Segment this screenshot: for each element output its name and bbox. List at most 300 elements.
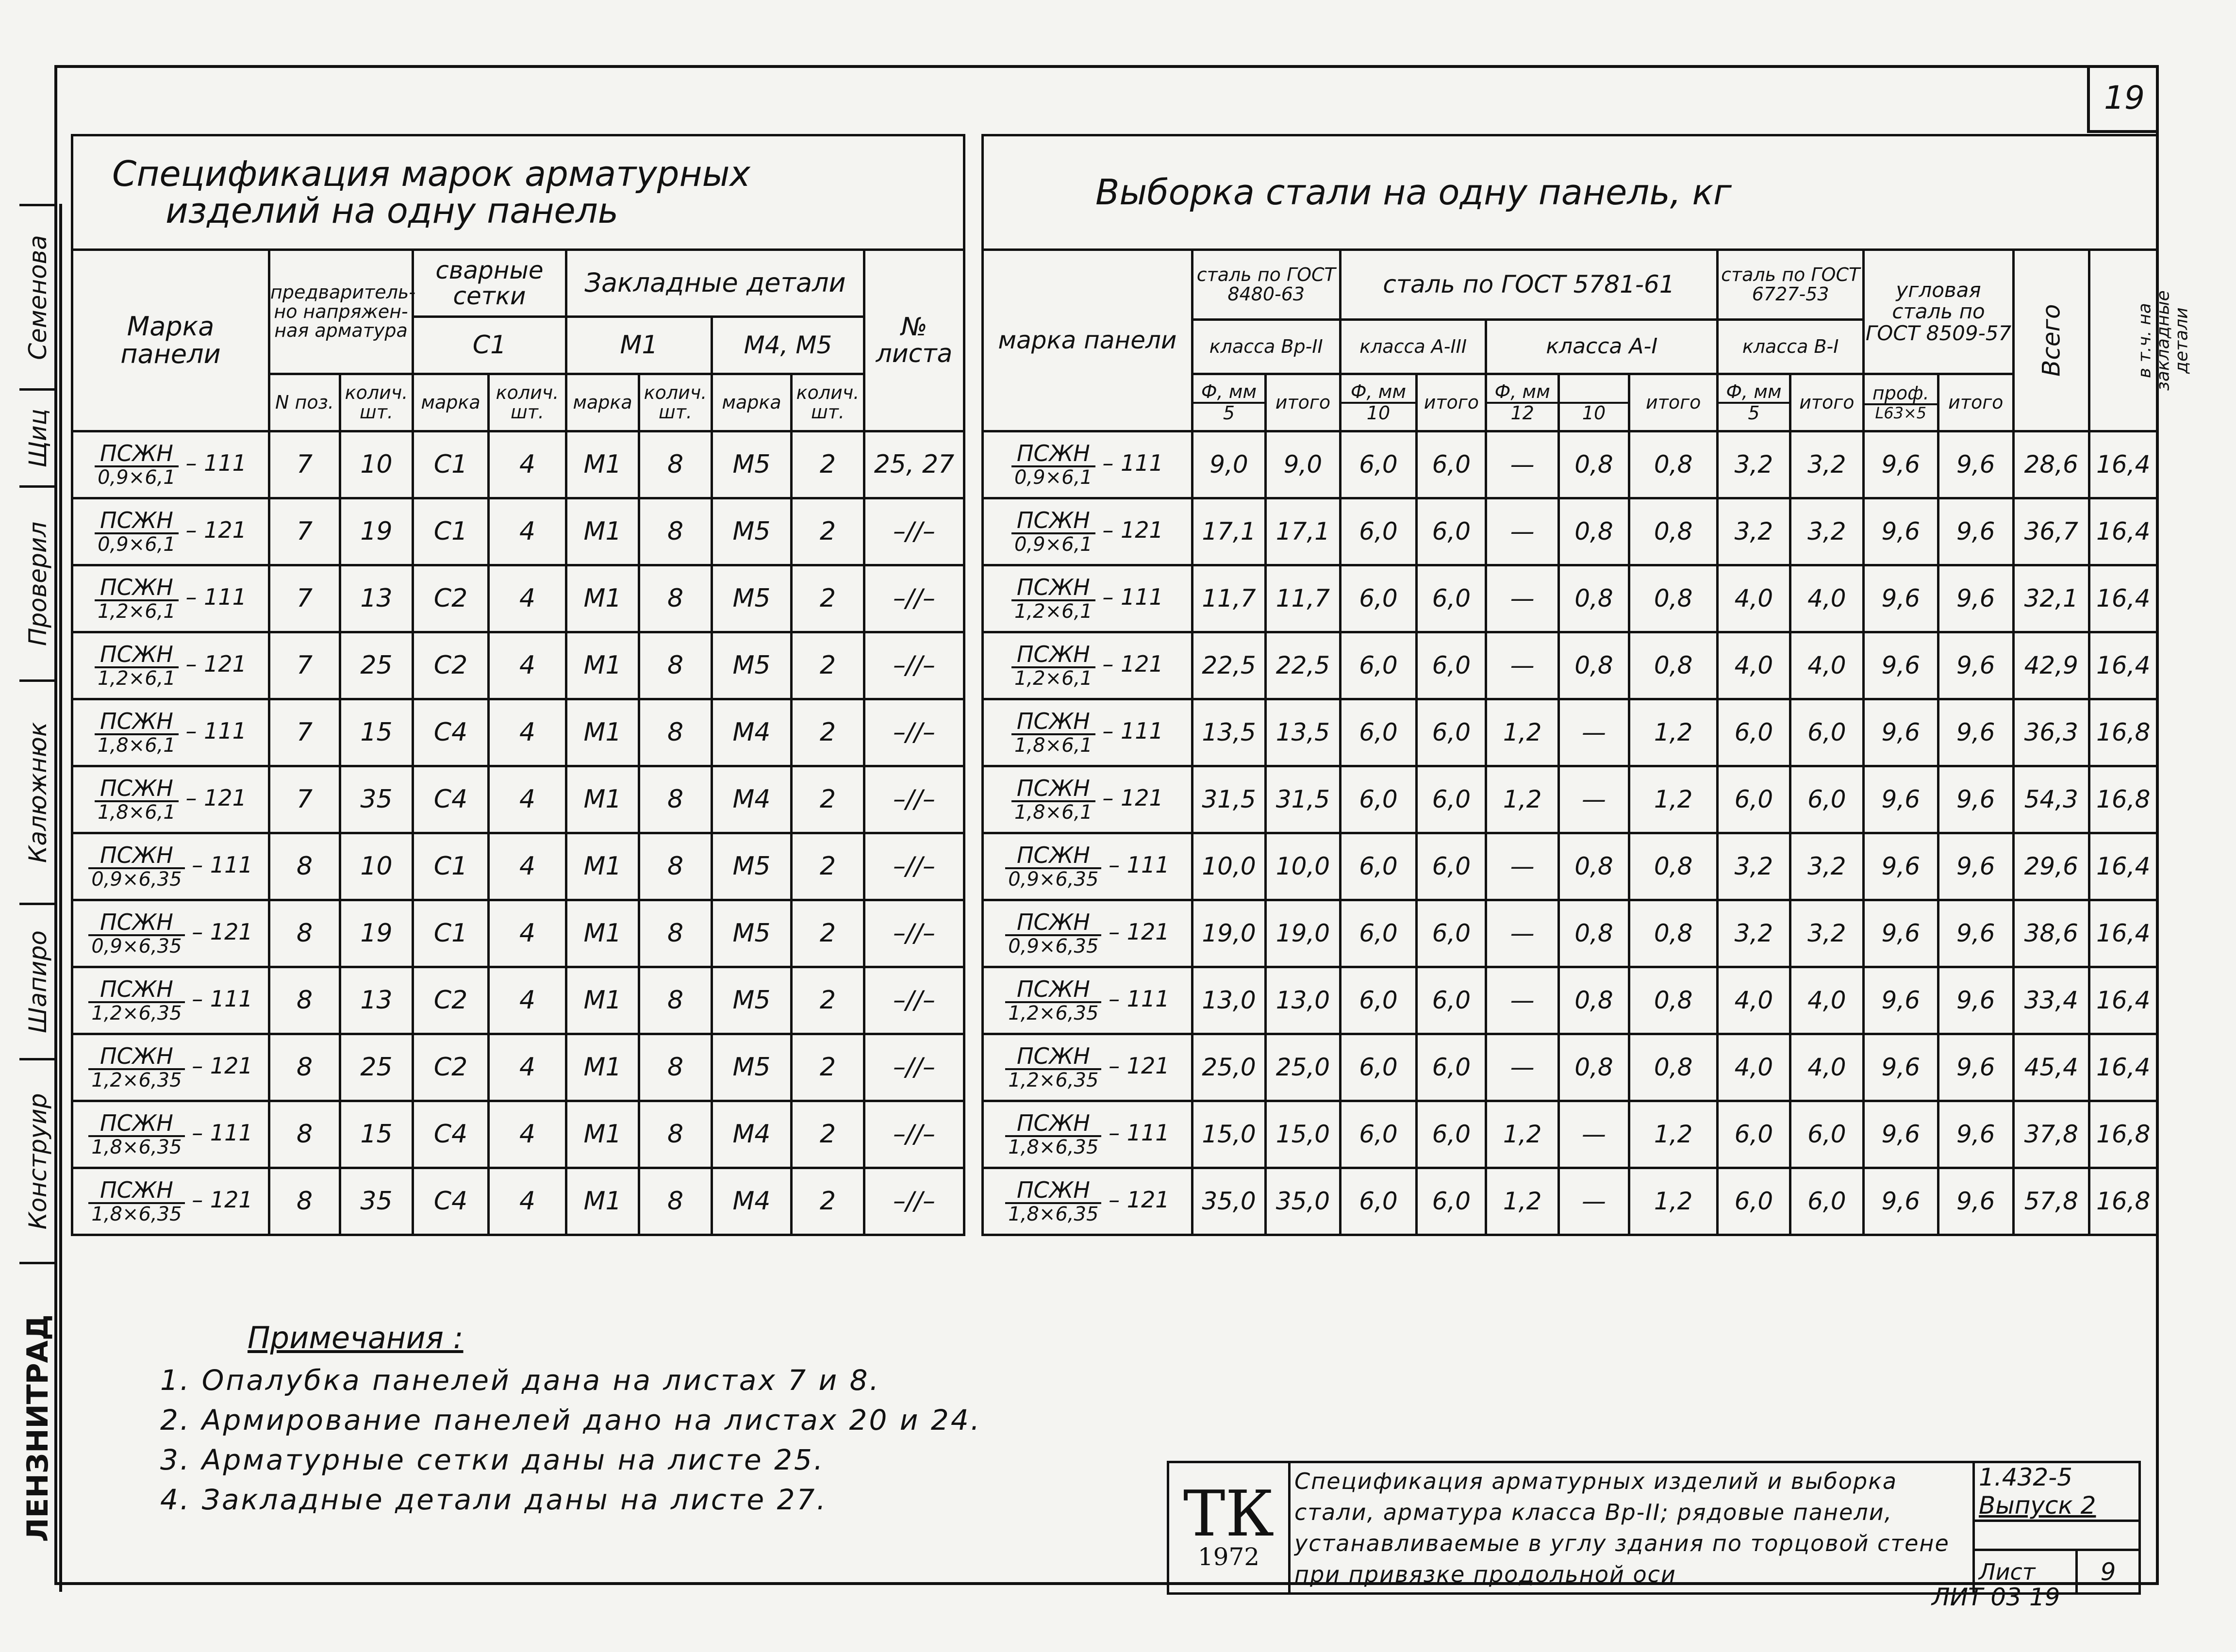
steel-value: 9,6 <box>1864 565 1938 632</box>
cell-m1-mark: М1 <box>566 431 639 498</box>
cell-m-qty: 2 <box>792 498 864 565</box>
tk-logo: ТК 1972 <box>1168 1462 1290 1594</box>
cell-c-mark: С2 <box>413 565 489 632</box>
steel-value: 9,6 <box>1938 1168 2014 1235</box>
steel-value: — <box>1486 632 1558 699</box>
steel-value: — <box>1486 1034 1558 1101</box>
steel-value: 0,8 <box>1558 1034 1629 1101</box>
steel-value: 0,8 <box>1629 833 1718 900</box>
panel-mark: $\frac{\text{ПСЖН}}{1,8\times 6,35}$ – 121 <box>88 1187 252 1213</box>
steel-value: 6,0 <box>1718 699 1790 766</box>
hdr-total: итого <box>1266 374 1340 431</box>
steel-value: 6,0 <box>1340 431 1417 498</box>
hdr-m1: М1 <box>566 317 712 374</box>
steel-value: 9,6 <box>1864 766 1938 833</box>
table-row <box>72 1101 964 1168</box>
cell-m1-qty: 8 <box>639 632 712 699</box>
cell-m1-mark: М1 <box>566 498 639 565</box>
steel-value: 6,0 <box>1340 900 1417 967</box>
cell-c-mark: С4 <box>413 1168 489 1235</box>
cell-sheet: –//– <box>864 900 964 967</box>
panel-mark-cell <box>983 1168 1193 1235</box>
table-row <box>72 967 964 1034</box>
steel-value: 6,0 <box>1417 498 1486 565</box>
steel-value: 16,4 <box>2089 632 2157 699</box>
cell-c-qty: 4 <box>489 967 566 1034</box>
cell-m1-qty: 8 <box>639 766 712 833</box>
cell-sheet: –//– <box>864 967 964 1034</box>
cell-pos: 7 <box>269 632 340 699</box>
steel-value: 3,2 <box>1790 833 1863 900</box>
table-row <box>983 632 2158 699</box>
cell-c-mark: С2 <box>413 1034 489 1101</box>
cell-m-qty: 2 <box>792 900 864 967</box>
cell-c-qty: 4 <box>489 1101 566 1168</box>
table-row <box>983 833 2158 900</box>
cell-c-qty: 4 <box>489 833 566 900</box>
cell-qty: 10 <box>340 431 413 498</box>
cell-sheet: –//– <box>864 833 964 900</box>
sidebar-cell: Конструир <box>19 1058 56 1262</box>
sidebar-cell: ЛЕНЗНИТРАД <box>19 1262 56 1592</box>
cell-c-mark: С4 <box>413 1101 489 1168</box>
cell-m1-mark: М1 <box>566 1034 639 1101</box>
cell-m-mark: М5 <box>712 833 792 900</box>
title-block <box>1167 1461 2141 1595</box>
cell-c-qty: 4 <box>489 632 566 699</box>
panel-mark: $\frac{\text{ПСЖН}}{0,9\times 6,35}$ – 121 <box>88 919 252 945</box>
table-row <box>983 1168 2158 1235</box>
hdr-qty: колич. шт. <box>489 374 566 431</box>
table-row <box>72 565 964 632</box>
cell-m-mark: М5 <box>712 431 792 498</box>
steel-value: 1,2 <box>1629 699 1718 766</box>
cell-qty: 25 <box>340 632 413 699</box>
steel-value: 9,6 <box>1864 699 1938 766</box>
steel-value: 3,2 <box>1718 431 1790 498</box>
panel-mark: $\frac{\text{ПСЖН}}{1,2\times 6,35}$ – 121 <box>88 1053 252 1079</box>
steel-value: 9,6 <box>1938 967 2014 1034</box>
cell-pos: 8 <box>269 1101 340 1168</box>
steel-value: 13,0 <box>1192 967 1265 1034</box>
panel-mark-cell <box>72 833 269 900</box>
cell-pos: 7 <box>269 766 340 833</box>
steel-value: 6,0 <box>1790 1101 1863 1168</box>
steel-value: 57,8 <box>2014 1168 2089 1235</box>
table-row <box>72 1168 964 1235</box>
hdr-class-a1: класса А-I <box>1486 320 1718 374</box>
cell-m1-mark: М1 <box>566 900 639 967</box>
cell-m1-qty: 8 <box>639 833 712 900</box>
steel-value: 4,0 <box>1790 1034 1863 1101</box>
cell-m1-qty: 8 <box>639 1101 712 1168</box>
steel-value: 6,0 <box>1340 699 1417 766</box>
panel-mark-cell <box>983 967 1193 1034</box>
steel-value: 3,2 <box>1790 498 1863 565</box>
cell-m1-mark: М1 <box>566 967 639 1034</box>
cell-c-mark: С2 <box>413 632 489 699</box>
cell-c-qty: 4 <box>489 699 566 766</box>
steel-value: 4,0 <box>1790 967 1863 1034</box>
steel-value: 0,8 <box>1629 431 1718 498</box>
cell-m1-qty: 8 <box>639 431 712 498</box>
steel-value: 54,3 <box>2014 766 2089 833</box>
cell-pos: 7 <box>269 431 340 498</box>
steel-value: 4,0 <box>1718 632 1790 699</box>
steel-value: 9,6 <box>1864 498 1938 565</box>
cell-m1-qty: 8 <box>639 967 712 1034</box>
note-item: 1. Опалубка панелей дана на листах 7 и 8. <box>160 1364 881 1397</box>
hdr-phi-12: Ф, мм 12 <box>1486 374 1558 431</box>
steel-value: 0,8 <box>1558 431 1629 498</box>
steel-value: 37,8 <box>2014 1101 2089 1168</box>
steel-value: 1,2 <box>1629 766 1718 833</box>
steel-value: 6,0 <box>1417 967 1486 1034</box>
panel-mark-cell <box>983 632 1193 699</box>
cell-c-qty: 4 <box>489 431 566 498</box>
steel-value: 16,4 <box>2089 900 2157 967</box>
panel-mark: $\frac{\text{ПСЖН}}{0,9\times 6,1}$ – 121 <box>1011 517 1163 543</box>
cell-sheet: –//– <box>864 565 964 632</box>
spec-title: Спецификация марок арматурных изделий на одну панель <box>72 135 964 250</box>
cell-m-mark: М5 <box>712 900 792 967</box>
panel-mark: $\frac{\text{ПСЖН}}{0,9\times 6,1}$ – 111 <box>1011 450 1163 476</box>
table-row <box>983 900 2158 967</box>
hdr-class-a3: класса А-III <box>1340 320 1486 374</box>
cell-pos: 8 <box>269 900 340 967</box>
steel-value: — <box>1486 498 1558 565</box>
steel-value: 16,4 <box>2089 565 2157 632</box>
steel-value: 15,0 <box>1192 1101 1265 1168</box>
panel-mark: $\frac{\text{ПСЖН}}{0,9\times 6,35}$ – 111 <box>88 852 252 878</box>
steel-value: 31,5 <box>1266 766 1340 833</box>
steel-value: — <box>1558 766 1629 833</box>
cell-sheet: –//– <box>864 632 964 699</box>
hdr-mark: марка <box>413 374 489 431</box>
steel-value: 9,6 <box>1864 431 1938 498</box>
cell-m1-mark: М1 <box>566 699 639 766</box>
steel-value: 28,6 <box>2014 431 2089 498</box>
cell-c-qty: 4 <box>489 1168 566 1235</box>
note-item: 2. Армирование панелей дано на листах 20 и 24. <box>160 1404 982 1437</box>
steel-value: 36,3 <box>2014 699 2089 766</box>
cell-c-mark: С1 <box>413 900 489 967</box>
cell-sheet: 25, 27 <box>864 431 964 498</box>
steel-value: 9,6 <box>1864 632 1938 699</box>
sidebar-cell: Семенова <box>19 204 56 388</box>
sidebar-cell: Шапиро <box>19 903 56 1058</box>
hdr-panel-mark: марка панели <box>983 250 1193 431</box>
notes-title: Примечания : <box>248 1320 464 1355</box>
steel-value: 3,2 <box>1718 498 1790 565</box>
cell-c-mark: С1 <box>413 498 489 565</box>
cell-c-qty: 4 <box>489 498 566 565</box>
table-row <box>72 431 964 498</box>
steel-value: 0,8 <box>1629 967 1718 1034</box>
steel-value: 6,0 <box>1718 766 1790 833</box>
steel-value: 9,0 <box>1192 431 1265 498</box>
cell-c-mark: С4 <box>413 699 489 766</box>
steel-value: 11,7 <box>1266 565 1340 632</box>
steel-value: 6,0 <box>1340 498 1417 565</box>
steel-value: 35,0 <box>1192 1168 1265 1235</box>
cell-m1-qty: 8 <box>639 565 712 632</box>
steel-value: 22,5 <box>1192 632 1265 699</box>
cell-c-qty: 4 <box>489 900 566 967</box>
hdr-mark: марка <box>712 374 792 431</box>
panel-mark: $\frac{\text{ПСЖН}}{1,2\times 6,1}$ – 111 <box>1011 584 1163 610</box>
table-row <box>983 699 2158 766</box>
panel-mark-cell <box>983 833 1193 900</box>
cell-m1-mark: М1 <box>566 1101 639 1168</box>
cell-qty: 15 <box>340 1101 413 1168</box>
steel-value: 3,2 <box>1718 900 1790 967</box>
steel-value: 0,8 <box>1629 632 1718 699</box>
cell-m1-mark: М1 <box>566 565 639 632</box>
steel-value: 1,2 <box>1486 1101 1558 1168</box>
steel-value: 16,4 <box>2089 833 2157 900</box>
hdr-phi-5: Ф, мм 5 <box>1192 374 1265 431</box>
cell-sheet: –//– <box>864 1168 964 1235</box>
cell-pos: 8 <box>269 1168 340 1235</box>
steel-value: — <box>1486 900 1558 967</box>
cell-c-mark: С4 <box>413 766 489 833</box>
cell-m-qty: 2 <box>792 699 864 766</box>
cell-pos: 7 <box>269 498 340 565</box>
cell-m1-qty: 8 <box>639 1168 712 1235</box>
table-row <box>983 1034 2158 1101</box>
panel-mark-cell <box>983 900 1193 967</box>
cell-m-mark: М4 <box>712 1101 792 1168</box>
cell-qty: 15 <box>340 699 413 766</box>
steel-value: 16,8 <box>2089 1101 2157 1168</box>
steel-value: 6,0 <box>1417 1034 1486 1101</box>
table-row <box>983 498 2158 565</box>
panel-mark: $\frac{\text{ПСЖН}}{0,9\times 6,1}$ – 111 <box>95 450 247 476</box>
steel-value: — <box>1486 833 1558 900</box>
sidebar-cell: Проверил <box>19 485 56 679</box>
steel-value: 6,0 <box>1417 766 1486 833</box>
panel-mark-cell <box>983 699 1193 766</box>
steel-value: 6,0 <box>1340 565 1417 632</box>
steel-value: 6,0 <box>1417 431 1486 498</box>
steel-value: — <box>1486 565 1558 632</box>
cell-m1-mark: М1 <box>566 632 639 699</box>
steel-value: 9,6 <box>1864 1168 1938 1235</box>
steel-value: 9,0 <box>1266 431 1340 498</box>
steel-value: 0,8 <box>1558 900 1629 967</box>
steel-value: 1,2 <box>1629 1168 1718 1235</box>
stamp-sheet-label: Лист <box>1974 1550 2077 1594</box>
steel-value: — <box>1486 431 1558 498</box>
panel-mark-cell <box>72 498 269 565</box>
panel-mark: $\frac{\text{ПСЖН}}{1,2\times 6,35}$ – 111 <box>88 986 252 1012</box>
hdr-qty: колич. шт. <box>792 374 864 431</box>
panel-mark-cell <box>72 766 269 833</box>
steel-value: 0,8 <box>1629 1034 1718 1101</box>
steel-value: 6,0 <box>1417 1101 1486 1168</box>
steel-value: 9,6 <box>1938 833 2014 900</box>
steel-value: 1,2 <box>1629 1101 1718 1168</box>
cell-pos: 8 <box>269 967 340 1034</box>
panel-mark-cell <box>72 431 269 498</box>
cell-qty: 25 <box>340 1034 413 1101</box>
table-row <box>72 766 964 833</box>
steel-value: 13,5 <box>1266 699 1340 766</box>
cell-m1-mark: М1 <box>566 1168 639 1235</box>
cell-c-qty: 4 <box>489 565 566 632</box>
steel-value: 38,6 <box>2014 900 2089 967</box>
cell-qty: 13 <box>340 967 413 1034</box>
steel-value: 45,4 <box>2014 1034 2089 1101</box>
panel-mark: $\frac{\text{ПСЖН}}{1,8\times 6,1}$ – 111 <box>95 718 247 744</box>
steel-value: 9,6 <box>1938 565 2014 632</box>
steel-value: 9,6 <box>1938 1034 2014 1101</box>
sidebar-cell: Щиц <box>19 388 56 485</box>
panel-mark-cell <box>72 565 269 632</box>
cell-sheet: –//– <box>864 699 964 766</box>
cell-sheet: –//– <box>864 1034 964 1101</box>
cell-m1-mark: М1 <box>566 833 639 900</box>
steel-value: 9,6 <box>1864 1034 1938 1101</box>
table-row <box>983 565 2158 632</box>
panel-mark: $\frac{\text{ПСЖН}}{1,8\times 6,35}$ – 121 <box>1005 1187 1169 1213</box>
steel-value: 6,0 <box>1340 1168 1417 1235</box>
hdr-mark: марка <box>566 374 639 431</box>
table-row <box>72 833 964 900</box>
panel-mark-cell <box>72 900 269 967</box>
table-row <box>983 1101 2158 1168</box>
steel-value: 42,9 <box>2014 632 2089 699</box>
specification-table <box>71 134 965 1236</box>
footer-code: ЛИТ 03 19 <box>1932 1583 2060 1611</box>
steel-value: — <box>1558 699 1629 766</box>
cell-c-mark: С1 <box>413 833 489 900</box>
steel-value: 16,4 <box>2089 967 2157 1034</box>
steel-value: 10,0 <box>1192 833 1265 900</box>
steel-value: 16,4 <box>2089 498 2157 565</box>
cell-m1-qty: 8 <box>639 498 712 565</box>
steel-value: 6,0 <box>1718 1101 1790 1168</box>
steel-value: 22,5 <box>1266 632 1340 699</box>
steel-value: 9,6 <box>1938 498 2014 565</box>
cell-m-qty: 2 <box>792 1168 864 1235</box>
steel-value: 16,4 <box>2089 431 2157 498</box>
cell-pos: 7 <box>269 699 340 766</box>
steel-value: 4,0 <box>1790 565 1863 632</box>
steel-value: 6,0 <box>1790 1168 1863 1235</box>
cell-m-mark: М5 <box>712 967 792 1034</box>
panel-mark: $\frac{\text{ПСЖН}}{0,9\times 6,1}$ – 121 <box>95 517 247 543</box>
steel-value: 0,8 <box>1558 498 1629 565</box>
cell-qty: 10 <box>340 833 413 900</box>
steel-value: 1,2 <box>1486 766 1558 833</box>
cell-m-qty: 2 <box>792 431 864 498</box>
hdr-profile: проф. L63×5 <box>1864 374 1938 431</box>
steel-value: 3,2 <box>1790 431 1863 498</box>
steel-value: 9,6 <box>1864 900 1938 967</box>
steel-value: 19,0 <box>1266 900 1340 967</box>
steel-value: 6,0 <box>1340 1034 1417 1101</box>
hdr-total-all: Всего <box>2014 250 2089 431</box>
steel-value: 25,0 <box>1266 1034 1340 1101</box>
hdr-total: итого <box>1417 374 1486 431</box>
steel-value: 4,0 <box>1718 1034 1790 1101</box>
cell-m-mark: М4 <box>712 699 792 766</box>
panel-mark-cell <box>72 1101 269 1168</box>
steel-value: 1,2 <box>1486 1168 1558 1235</box>
hdr-angle-steel: угловая сталь по ГОСТ 8509-57 <box>1864 250 2014 374</box>
cell-qty: 35 <box>340 1168 413 1235</box>
hdr-pos: N поз. <box>269 374 340 431</box>
table-row <box>72 699 964 766</box>
panel-mark: $\frac{\text{ПСЖН}}{1,8\times 6,35}$ – 111 <box>1005 1120 1169 1146</box>
panel-mark-cell <box>983 1034 1193 1101</box>
panel-mark: $\frac{\text{ПСЖН}}{1,2\times 6,1}$ – 121 <box>95 651 247 677</box>
panel-mark: $\frac{\text{ПСЖН}}{1,2\times 6,1}$ – 121 <box>1011 651 1163 677</box>
steel-value: 0,8 <box>1558 967 1629 1034</box>
hdr-panel-mark: Марка панели <box>72 250 269 431</box>
hdr-class-vr2: класса Вр-II <box>1192 320 1340 374</box>
steel-value: 29,6 <box>2014 833 2089 900</box>
steel-value: 16,8 <box>2089 766 2157 833</box>
cell-m-mark: М5 <box>712 632 792 699</box>
hdr-class-v1: класса В-I <box>1718 320 1864 374</box>
panel-mark-cell <box>72 632 269 699</box>
hdr-total: итого <box>1938 374 2014 431</box>
steel-value: 6,0 <box>1340 766 1417 833</box>
panel-mark: $\frac{\text{ПСЖН}}{1,2\times 6,1}$ – 111 <box>95 584 247 610</box>
panel-mark-cell <box>72 699 269 766</box>
cell-m-mark: М4 <box>712 1168 792 1235</box>
steel-value: 6,0 <box>1417 833 1486 900</box>
steel-value: 9,6 <box>1938 431 2014 498</box>
steel-value: 4,0 <box>1718 565 1790 632</box>
cell-m-qty: 2 <box>792 1034 864 1101</box>
steel-value: 6,0 <box>1340 632 1417 699</box>
table-row <box>983 766 2158 833</box>
steel-value: 6,0 <box>1340 967 1417 1034</box>
steel-value: 4,0 <box>1790 632 1863 699</box>
cell-m-qty: 2 <box>792 967 864 1034</box>
steel-value: 33,4 <box>2014 967 2089 1034</box>
panel-mark: $\frac{\text{ПСЖН}}{0,9\times 6,35}$ – 111 <box>1005 852 1169 878</box>
cell-m1-qty: 8 <box>639 900 712 967</box>
notes-block <box>160 1320 981 1520</box>
cell-m-mark: М5 <box>712 1034 792 1101</box>
table-row <box>72 632 964 699</box>
steel-value: 9,6 <box>1938 1101 2014 1168</box>
cell-qty: 13 <box>340 565 413 632</box>
panel-mark-cell <box>72 1168 269 1235</box>
steel-value: 3,2 <box>1718 833 1790 900</box>
hdr-embedded: Закладные детали <box>566 250 864 317</box>
stamp-blank <box>1974 1521 2140 1550</box>
steel-value: 6,0 <box>1790 699 1863 766</box>
steel-value: 0,8 <box>1629 565 1718 632</box>
steel-value: 0,8 <box>1629 900 1718 967</box>
steel-value: — <box>1558 1168 1629 1235</box>
steel-value: 16,8 <box>2089 1168 2157 1235</box>
panel-mark: $\frac{\text{ПСЖН}}{1,8\times 6,1}$ – 111 <box>1011 718 1163 744</box>
steel-value: 9,6 <box>1938 766 2014 833</box>
table-row <box>983 967 2158 1034</box>
hdr-sheet-no: № листа <box>864 250 964 431</box>
panel-mark-cell <box>72 967 269 1034</box>
steel-value: 25,0 <box>1192 1034 1265 1101</box>
stamp-sheet-value: 9 <box>2077 1550 2140 1594</box>
cell-c-qty: 4 <box>489 766 566 833</box>
